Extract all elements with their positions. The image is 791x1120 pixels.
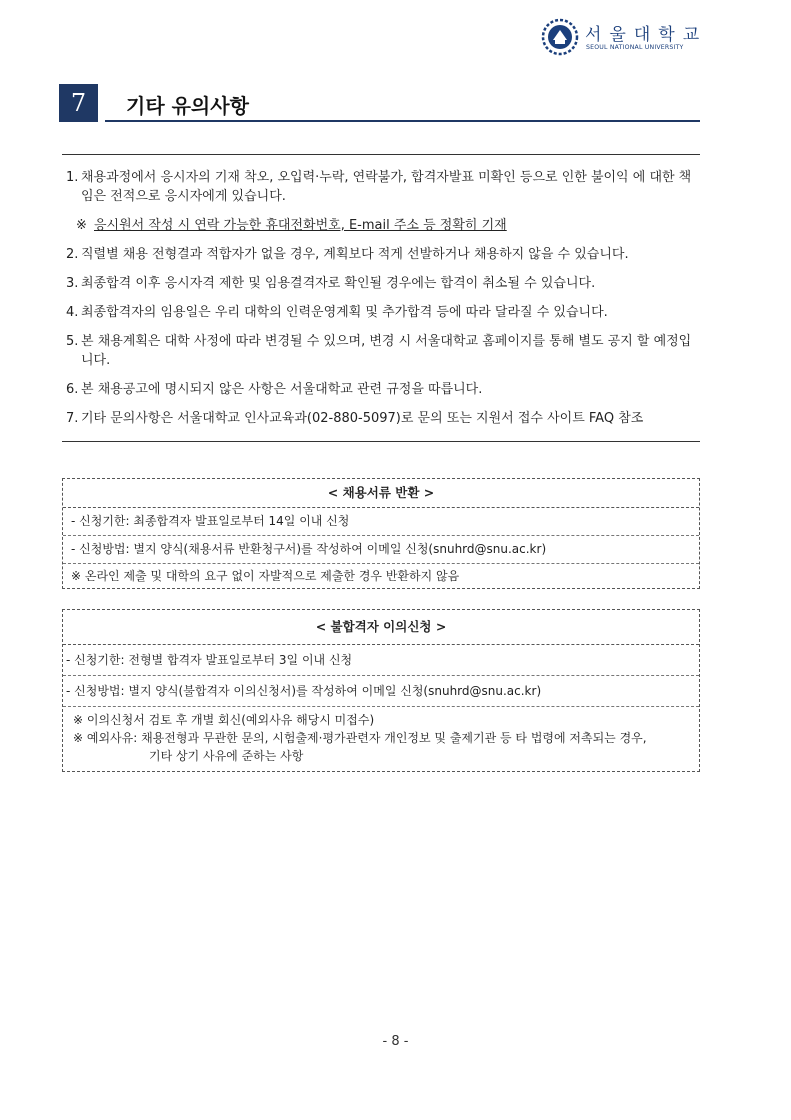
snu-emblem-icon <box>541 18 579 56</box>
box-notes <box>63 707 699 771</box>
page-number: - 8 - <box>382 1034 409 1049</box>
section-title-underline <box>105 120 700 122</box>
list-item-text: 본 채용계획은 대학 사정에 따라 변경될 수 있으며, 변경 시 서울대학교 홈페이지를 통해 별도 공지 할 예정입니다. <box>81 334 692 368</box>
box-title: < 불합격자 이의신청 > <box>63 610 699 645</box>
notice-list <box>62 168 702 438</box>
document-return-box <box>62 478 700 589</box>
box-note: ※ 예외사유: 채용전형과 무관한 문의, 시험출제·평가관련자 개인정보 및 출제기관 등 타 법령에 저촉되는 경우, <box>73 731 647 745</box>
list-item: 7. 기타 문의사항은 서울대학교 인사교육과(02-880-5097)로 문의 또는 지원서 접수 사이트 FAQ 참조 <box>66 411 644 426</box>
box-row: - 신청기한: 최종합격자 발표일로부터 14일 이내 신청 <box>63 508 699 536</box>
section-title: 기타 유의사항 <box>126 94 249 118</box>
list-note: ※ 응시원서 작성 시 연락 가능한 휴대전화번호, E-mail 주소 등 정확히 기재 <box>76 218 507 233</box>
list-item-text: 최종합격 이후 응시자격 제한 및 임용결격자로 확인될 경우에는 합격이 취소될 수 있습니다. <box>81 276 596 291</box>
list-item-text: 채용과정에서 응시자의 기재 착오, 오입력·누락, 연락불가, 합격자발표 미확인 등으로 인한 불이익 에 대한 책임은 전적으로 응시자에게 있습니다. <box>81 170 692 204</box>
logo-subtitle: SEOUL NATIONAL UNIVERSITY <box>586 44 684 51</box>
list-item: 1. 채용과정에서 응시자의 기재 착오, 오입력·누락, 연락불가, 합격자발표 미확인 등으로 인한 불이익 에 대한 책임은 전적으로 응시자에게 있습니다. <box>66 170 692 204</box>
section-number: 7 <box>59 84 98 122</box>
list-item: 5. 본 채용계획은 대학 사정에 따라 변경될 수 있으며, 변경 시 서울대학교 홈페이지를 통해 별도 공지 할 예정입니다. <box>66 334 692 368</box>
box-row: ※ 온라인 제출 및 대학의 요구 없이 자발적으로 제출한 경우 반환하지 않음 <box>71 569 460 583</box>
list-item: 4. 최종합격자의 임용일은 우리 대학의 인력운영계획 및 추가합격 등에 따라 달라질 수 있습니다. <box>66 305 608 320</box>
box-note-continued: 기타 상기 사유에 준하는 사항 <box>149 749 304 763</box>
box-row: - 신청방법: 별지 양식(채용서류 반환청구서)를 작성하여 이메일 신청(snuhrd@snu.ac.kr) <box>63 536 699 564</box>
box-note: ※ 이의신청서 검토 후 개별 회신(예외사유 해당시 미접수) <box>73 713 375 727</box>
list-top-rule <box>62 154 700 155</box>
logo-name: 서울대학교 <box>585 25 708 45</box>
box-row: - 신청기한: 전형별 합격자 발표일로부터 3일 이내 신청 <box>63 645 699 676</box>
objection-box <box>62 609 700 772</box>
list-item: 3. 최종합격 이후 응시자격 제한 및 임용결격자로 확인될 경우에는 합격이 취소될 수 있습니다. <box>66 276 596 291</box>
list-item-text: 기타 문의사항은 서울대학교 인사교육과(02-880-5097)로 문의 또는 지원서 접수 사이트 FAQ 참조 <box>81 411 644 426</box>
list-note-text: 응시원서 작성 시 연락 가능한 휴대전화번호, E-mail 주소 등 정확히 기재 <box>94 218 507 233</box>
list-item-text: 최종합격자의 임용일은 우리 대학의 인력운영계획 및 추가합격 등에 따라 달라질 수 있습니다. <box>81 305 608 320</box>
box-title: < 채용서류 반환 > <box>63 479 699 508</box>
list-item-text: 본 채용공고에 명시되지 않은 사항은 서울대학교 관련 규정을 따릅니다. <box>81 382 483 397</box>
list-item: 2. 직렬별 채용 전형결과 적합자가 없을 경우, 계획보다 적게 선발하거나 채용하지 않을 수 있습니다. <box>66 247 629 262</box>
university-logo <box>541 18 706 58</box>
list-item: 6. 본 채용공고에 명시되지 않은 사항은 서울대학교 관련 규정을 따릅니다. <box>66 382 483 397</box>
box-row: - 신청방법: 별지 양식(불합격자 이의신청서)를 작성하여 이메일 신청(snuhrd@snu.ac.kr) <box>63 676 699 707</box>
list-item-text: 직렬별 채용 전형결과 적합자가 없을 경우, 계획보다 적게 선발하거나 채용하지 않을 수 있습니다. <box>81 247 629 262</box>
list-bottom-rule <box>62 441 700 442</box>
